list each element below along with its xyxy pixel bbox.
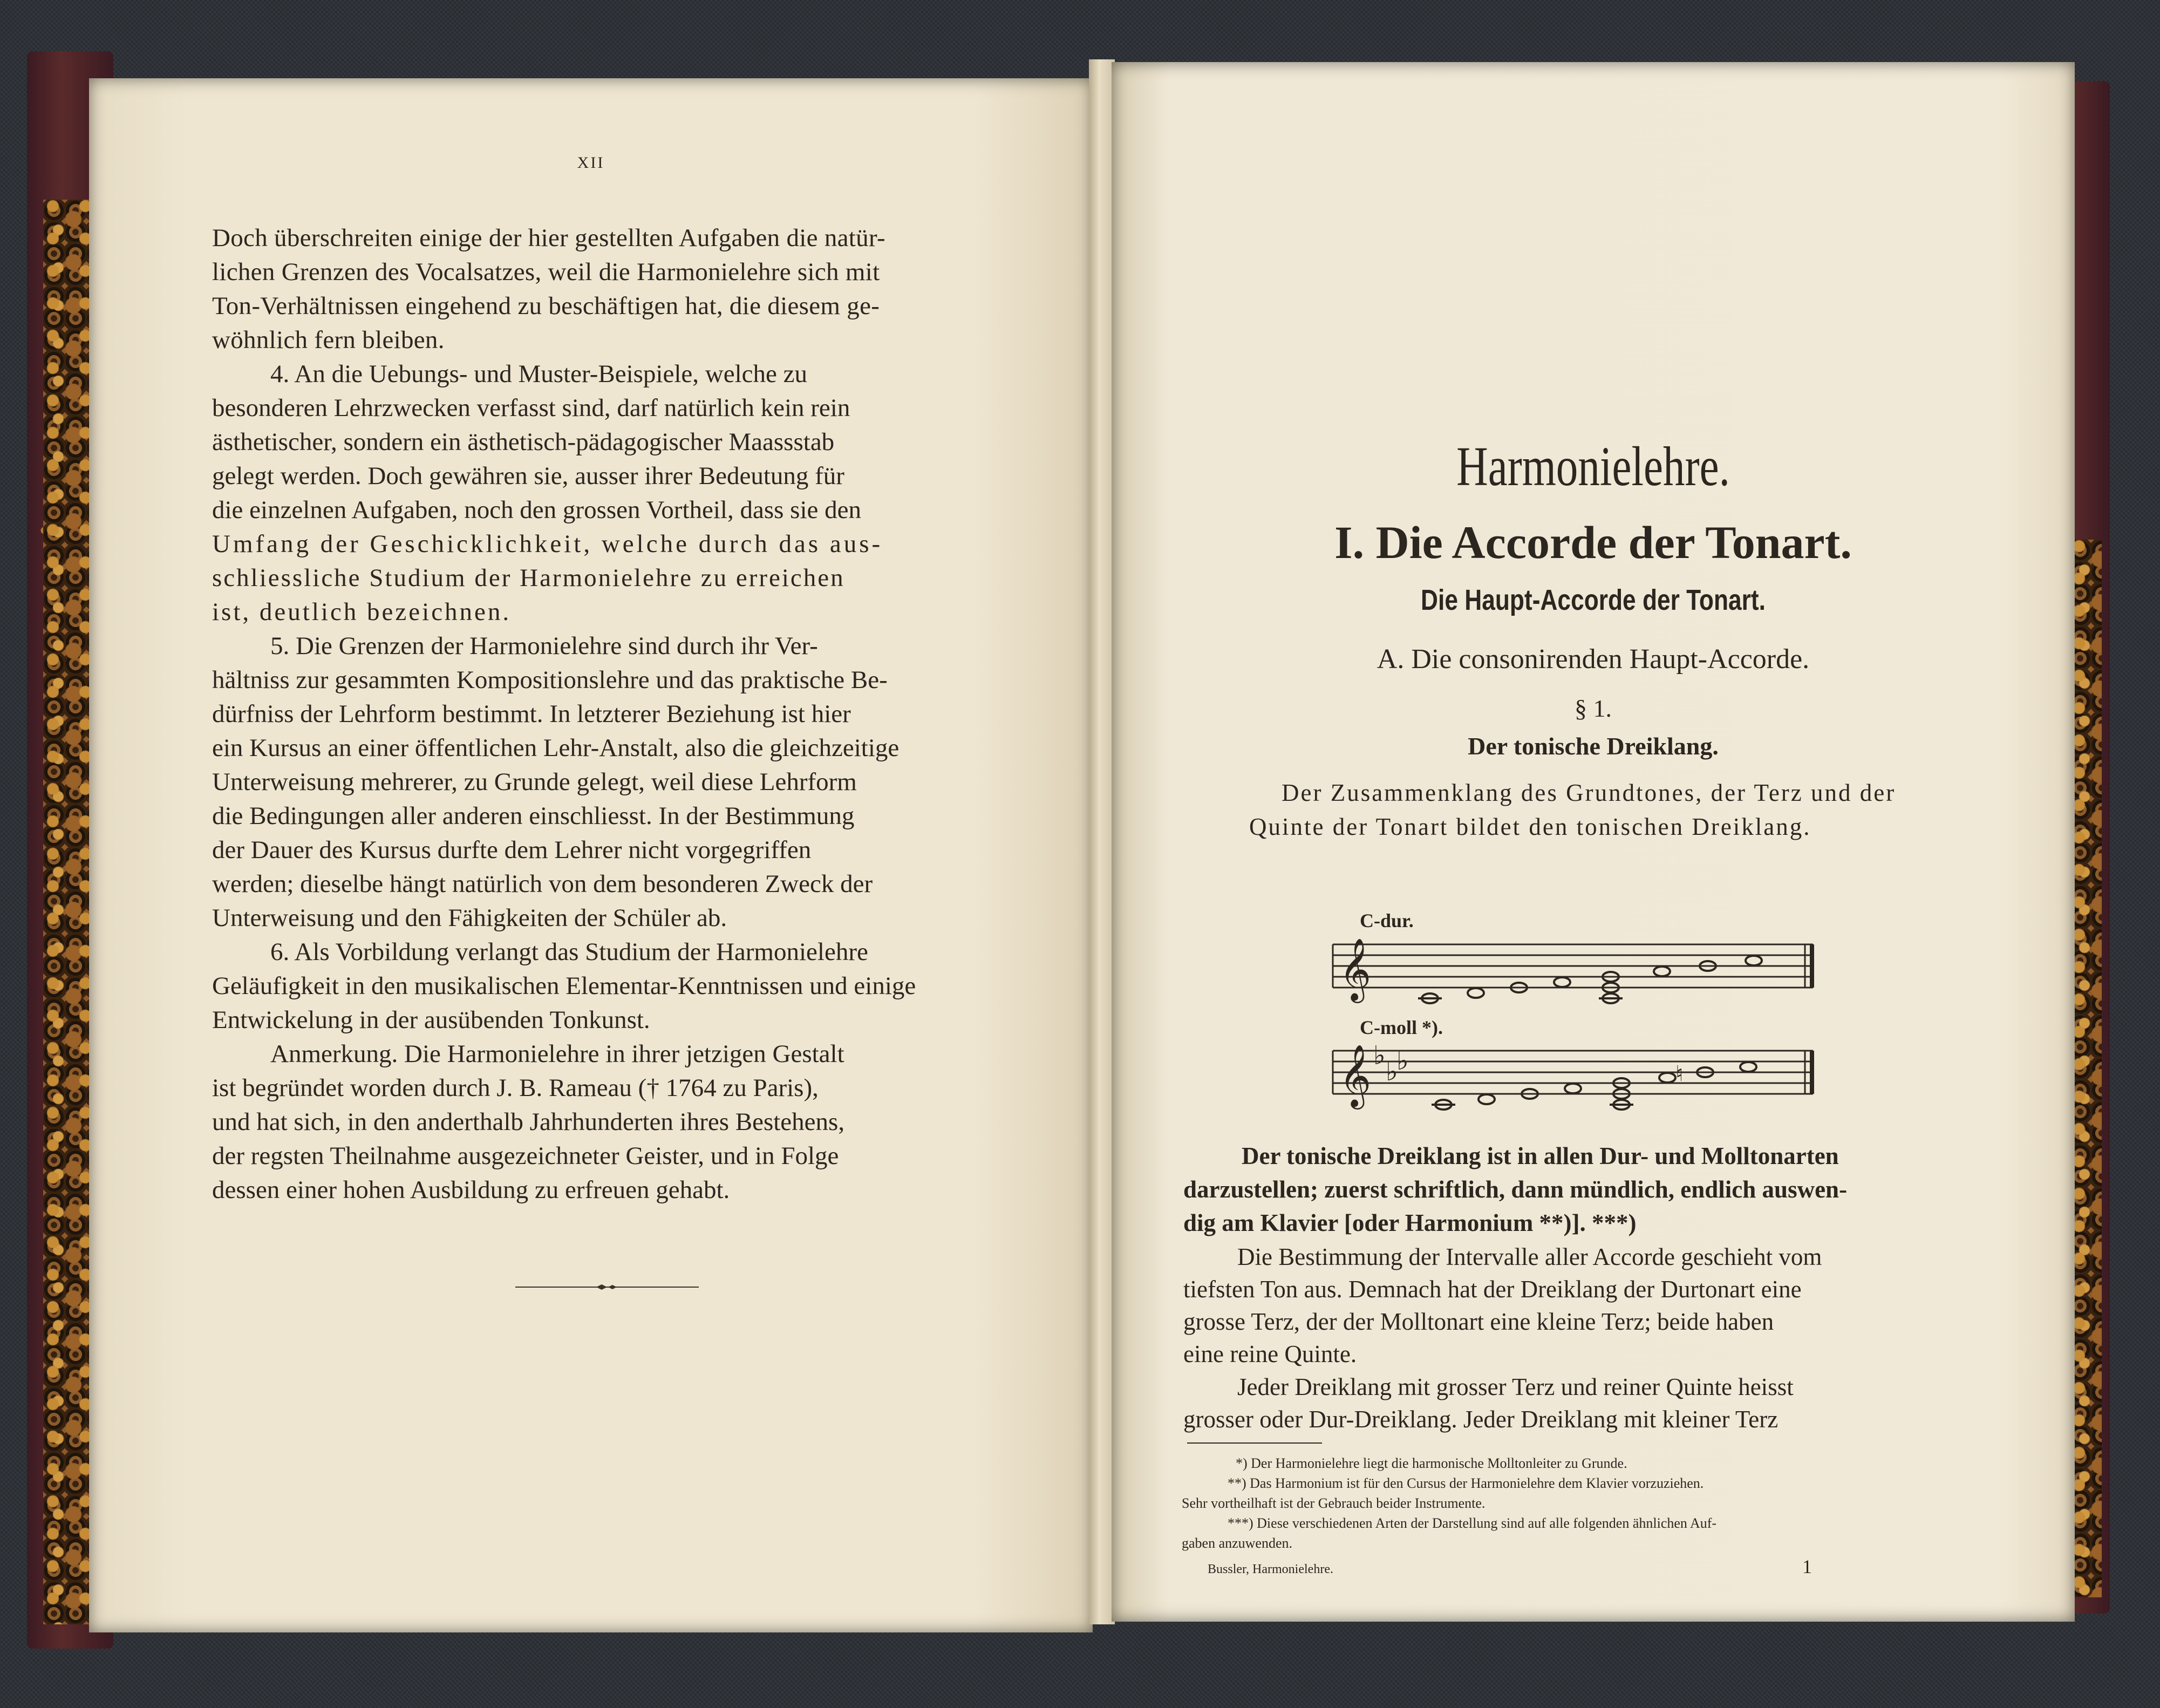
line: werden; dieselbe hängt natürlich von dem besonderen Zweck der — [212, 870, 873, 898]
footnotes — [1182, 1453, 1716, 1553]
line: 4. An die Uebungs- und Muster-Beispiele, welche zu — [270, 360, 807, 388]
footnote: ***) Diese verschiedenen Arten der Darstellung sind auf alle folgenden ähnlichen Auf- — [1228, 1515, 1717, 1531]
line: schliessliche Studium der Harmonielehre zu erreichen — [212, 564, 845, 592]
line: Unterweisung und den Fähigkeiten der Schüler ab. — [212, 904, 727, 932]
line: grosser oder Dur-Dreiklang. Jeder Dreiklang mit kleiner Terz — [1183, 1406, 1779, 1433]
footnote-rule — [1187, 1442, 1322, 1444]
example-2-label: C-moll *). — [1360, 1017, 1443, 1038]
svg-text:𝄞: 𝄞 — [1339, 937, 1372, 1001]
bold-instruction — [1183, 1139, 1847, 1240]
body-paragraph-2 — [1183, 1371, 1794, 1435]
subheading: Der tonische Dreiklang. — [1468, 732, 1719, 760]
line: die einzelnen Aufgaben, noch den grossen Vortheil, dass sie den — [212, 496, 861, 524]
line: Jeder Dreiklang mit grosser Terz und reiner Quinte heisst — [1237, 1373, 1794, 1400]
c-minor-staff — [1327, 1040, 1824, 1121]
line: lichen Grenzen des Vocalsatzes, weil die Harmonielehre sich mit — [212, 258, 880, 286]
line: darzustellen; zuerst schriftlich, dann mündlich, endlich auswen- — [1183, 1176, 1848, 1203]
chapter-heading: I. Die Accorde der Tonart. — [1334, 516, 1852, 568]
line: Umfang der Geschicklichkeit, welche durch das aus- — [212, 530, 883, 558]
line: gelegt werden. Doch gewähren sie, ausser ihrer Bedeutung für — [212, 462, 844, 490]
line: ein Kursus an einer öffentlichen Lehr-Anstalt, also die gleichzeitige — [212, 734, 900, 762]
line: Doch überschreiten einige der hier gestellten Aufgaben die natür- — [212, 224, 885, 252]
footnote: gaben anzuwenden. — [1182, 1535, 1293, 1551]
end-ornament — [515, 1282, 699, 1292]
left-page — [89, 78, 1093, 1632]
paragraph-1 — [212, 221, 885, 357]
line: dessen einer hohen Ausbildung zu erfreuen gehabt. — [212, 1176, 730, 1204]
line: eine reine Quinte. — [1183, 1340, 1357, 1367]
signature: Bussler, Harmonielehre. — [1208, 1562, 1333, 1576]
line: der Dauer des Kursus durfte dem Lehrer nicht vorgegriffen — [212, 836, 812, 864]
line: Unterweisung mehrerer, zu Grunde gelegt, weil diese Lehrform — [212, 768, 857, 796]
line: grosse Terz, der der Molltonart eine kleine Terz; beide haben — [1183, 1308, 1774, 1335]
book-gutter — [1089, 59, 1115, 1624]
c-major-staff — [1327, 934, 1824, 1015]
svg-text:𝄞: 𝄞 — [1339, 1044, 1372, 1107]
example-1-label: C-dur. — [1360, 910, 1414, 931]
line: ist, deutlich bezeichnen. — [212, 598, 512, 626]
page-title: Harmonielehre. — [1456, 435, 1730, 498]
line: dig am Klavier [oder Harmonium **)]. ***) — [1183, 1209, 1637, 1236]
line: besonderen Lehrzwecken verfasst sind, darf natürlich kein rein — [212, 394, 850, 422]
line: ästhetischer, sondern ein ästhetisch-pädagogischer Maassstab — [212, 428, 835, 456]
line: Anmerkung. Die Harmonielehre in ihrer jetzigen Gestalt — [270, 1040, 844, 1068]
paragraph-5 — [212, 629, 899, 935]
line: Quinte der Tonart bildet den tonischen Dreiklang. — [1249, 813, 1811, 840]
line: Geläufigkeit in den musikalischen Elementar-Kenntnissen und einige — [212, 972, 916, 1000]
line: Die Bestimmung der Intervalle aller Accorde geschieht vom — [1237, 1243, 1822, 1270]
paragraph-6 — [212, 935, 916, 1037]
body-paragraph-1 — [1183, 1241, 1822, 1370]
line: wöhnlich fern bleiben. — [212, 326, 445, 354]
intro-text — [1187, 776, 1896, 844]
line: und hat sich, in den anderthalb Jahrhunderten ihres Bestehens, — [212, 1108, 845, 1136]
line: 5. Die Grenzen der Harmonielehre sind durch ihr Ver- — [270, 632, 818, 660]
section-heading: Die Haupt-Accorde der Tonart. — [1421, 584, 1766, 616]
paragraph-4 — [212, 357, 883, 629]
subsection-heading: A. Die consonirenden Haupt-Accorde. — [1377, 644, 1810, 675]
line: der regsten Theilnahme ausgezeichneter Geister, und in Folge — [212, 1142, 839, 1170]
svg-text:♭: ♭ — [1386, 1057, 1398, 1087]
paragraph-mark: § 1. — [1575, 695, 1612, 722]
folio: XII — [577, 154, 605, 172]
footnote: Sehr vortheilhaft ist der Gebrauch beider Instrumente. — [1182, 1495, 1486, 1511]
svg-text:♭: ♭ — [1373, 1040, 1386, 1071]
line: 6. Als Vorbildung verlangt das Studium der Harmonielehre — [270, 938, 868, 966]
right-page — [1112, 62, 2075, 1622]
svg-text:♭: ♭ — [1396, 1046, 1409, 1076]
anmerkung — [212, 1037, 844, 1207]
line: Der tonische Dreiklang ist in allen Dur- und Molltonarten — [1242, 1142, 1839, 1169]
line: die Bedingungen aller anderen einschliesst. In der Bestimmung — [212, 802, 855, 830]
line: ist begründet worden durch J. B. Rameau († 1764 zu Paris), — [212, 1074, 819, 1102]
footnote: **) Das Harmonium ist für den Cursus der Harmonielehre dem Klavier vorzuziehen. — [1228, 1475, 1704, 1491]
line: dürfniss der Lehrform bestimmt. In letzterer Beziehung ist hier — [212, 700, 851, 728]
line: tiefsten Ton aus. Demnach hat der Dreiklang der Durtonart eine — [1183, 1276, 1802, 1303]
page-number: 1 — [1802, 1556, 1812, 1577]
line: Entwickelung in der ausübenden Tonkunst. — [212, 1006, 650, 1034]
line: Der Zusammenklang des Grundtones, der Terz und der — [1282, 779, 1896, 806]
line: hältniss zur gesammten Kompositionslehre und das praktische Be- — [212, 666, 888, 694]
line: Ton-Verhältnissen eingehend zu beschäftigen hat, die diesem ge- — [212, 292, 880, 320]
svg-text:♮: ♮ — [1675, 1061, 1684, 1086]
footnote: *) Der Harmonielehre liegt die harmonische Molltonleiter zu Grunde. — [1236, 1455, 1627, 1471]
